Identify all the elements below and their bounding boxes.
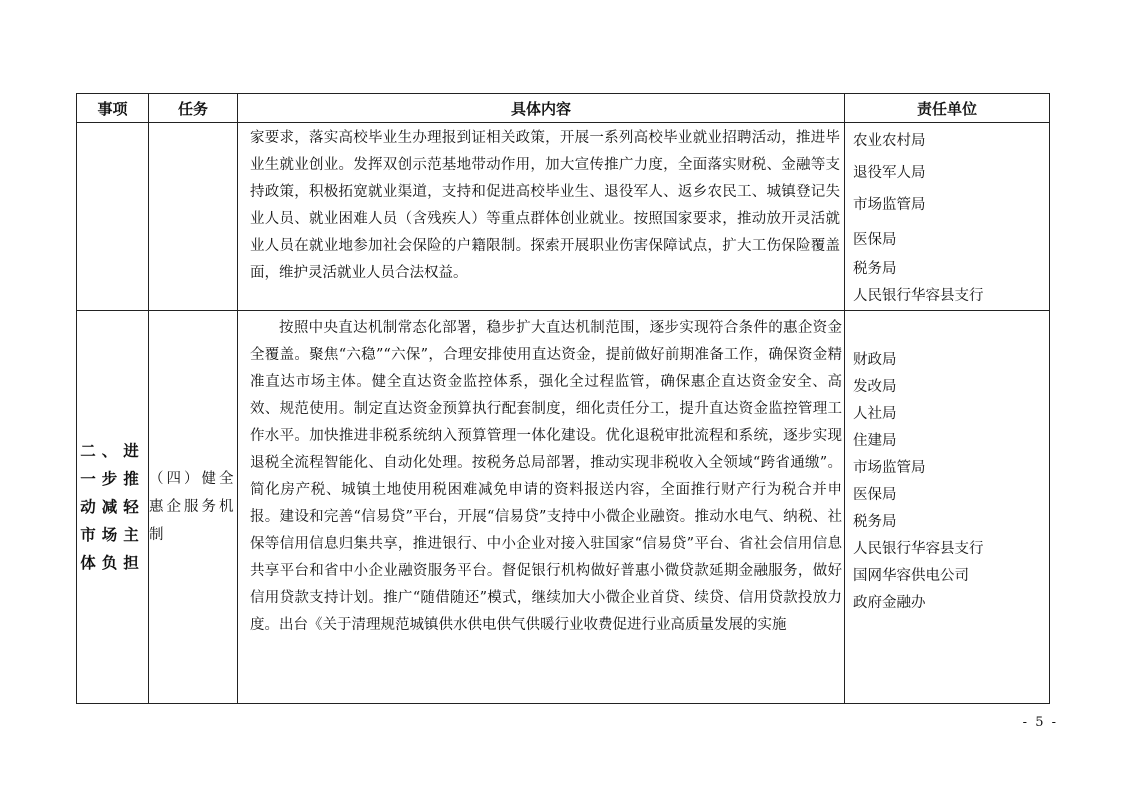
unit-item: 人民银行华容县支行 — [853, 541, 984, 557]
item-cell-empty — [77, 123, 149, 311]
unit-item: 退役军人局 — [853, 165, 926, 181]
unit-item: 人社局 — [853, 406, 897, 422]
unit-item: 人民银行华容县支行 — [853, 288, 984, 304]
content-text — [238, 311, 844, 639]
unit-item: 财政局 — [853, 352, 897, 368]
unit-item: 税务局 — [853, 261, 897, 277]
content-text: 家要求，落实高校毕业生办理报到证相关政策，开展一系列高校毕业就业招聘活动，推进毕业生就业创业。发挥双创示范基地带动作用，加大宣传推广力度，全面落实财税、金融等支持政策，积极拓宽就业渠道，支持和促进高校毕业生、退役军人、返乡农民工、城镇登记失业人员、就业困难人员（含残疾人）等重点群体创业就业。按照国家要求，推动放开灵活就业人员在就业地参加社会保险的户籍限制。探索开展职业伤害保障试点，扩大工伤保险覆盖面，维护灵活就业人员合法权益。 — [250, 130, 840, 281]
table-header-row — [77, 94, 1050, 123]
unit-item: 医保局 — [853, 232, 897, 248]
header-item: 事项 — [77, 94, 149, 123]
unit-item: 医保局 — [853, 487, 897, 503]
units-cell — [845, 311, 1050, 704]
content-cell — [238, 311, 845, 704]
unit-item: 国网华容供电公司 — [853, 568, 969, 584]
item-cell: 二、进一步推动减轻市场主体负担 — [77, 311, 149, 704]
content-cell — [238, 123, 845, 311]
unit-item: 市场监管局 — [853, 460, 926, 476]
units-list — [845, 311, 1049, 617]
units-cell — [845, 123, 1050, 311]
unit-item: 税务局 — [853, 514, 897, 530]
content-paragraph: 按照中央直达机制常态化部署，稳步扩大直达机制范围，逐步实现符合条件的惠企资金全覆盖。聚焦“六稳”“六保”，合理安排使用直达资金，提前做好前期准备工作，确保资金精准直达市场主体。健全直达资金监控体系，强化全过程监管，确保惠企直达资金安全、高效、规范使用。制定直达资金预算执行配套制度，细化责任分工，提升直达资金监控管理工作水平。加快推进非税系统纳入预算管理一体化建设。优化退税审批流程和系统，逐步实现退税全流程智能化、自动化处理。按税务总局部署，推动实现非税收入全领域“跨省通缴”。简化房产税、城镇土地使用税困难减免申请的资料报送内容，全面推行财产行为税合并申报。建设和完善“信易贷”平台，开展“信易贷”支持中小微企业融资。推动水电气、纳税、社保等信用信息归集共享，推进银行、中小企业对接入驻国家“信易贷”平台、省社会信用信息共享平台和省中小企业融资服务平台。督促银行机构做好普惠小微贷款延期金融服务，做好信用贷款支持计划。推广“随借随还”模式，继续加大小微企业首贷、续贷、信用贷款投放力度。出台《关于清理规范城镇供水供电供气供暖行业收费促进行业高质量发展的实施 — [250, 320, 842, 633]
header-task: 任务 — [149, 94, 238, 123]
unit-item: 政府金融办 — [853, 595, 926, 611]
table-row — [77, 311, 1050, 704]
table-row — [77, 123, 1050, 311]
header-content: 具体内容 — [238, 94, 845, 123]
unit-item: 农业农村局 — [853, 133, 926, 149]
task-cell: （四）健全惠企服务机制 — [149, 311, 238, 704]
units-list — [845, 123, 1049, 310]
unit-item: 市场监管局 — [853, 197, 926, 213]
responsibility-table — [76, 93, 1050, 704]
header-units: 责任单位 — [845, 94, 1050, 123]
task-cell-empty — [149, 123, 238, 311]
unit-item: 发改局 — [853, 379, 897, 395]
unit-item: 住建局 — [853, 433, 897, 449]
page-number: - 5 - — [1022, 715, 1058, 730]
